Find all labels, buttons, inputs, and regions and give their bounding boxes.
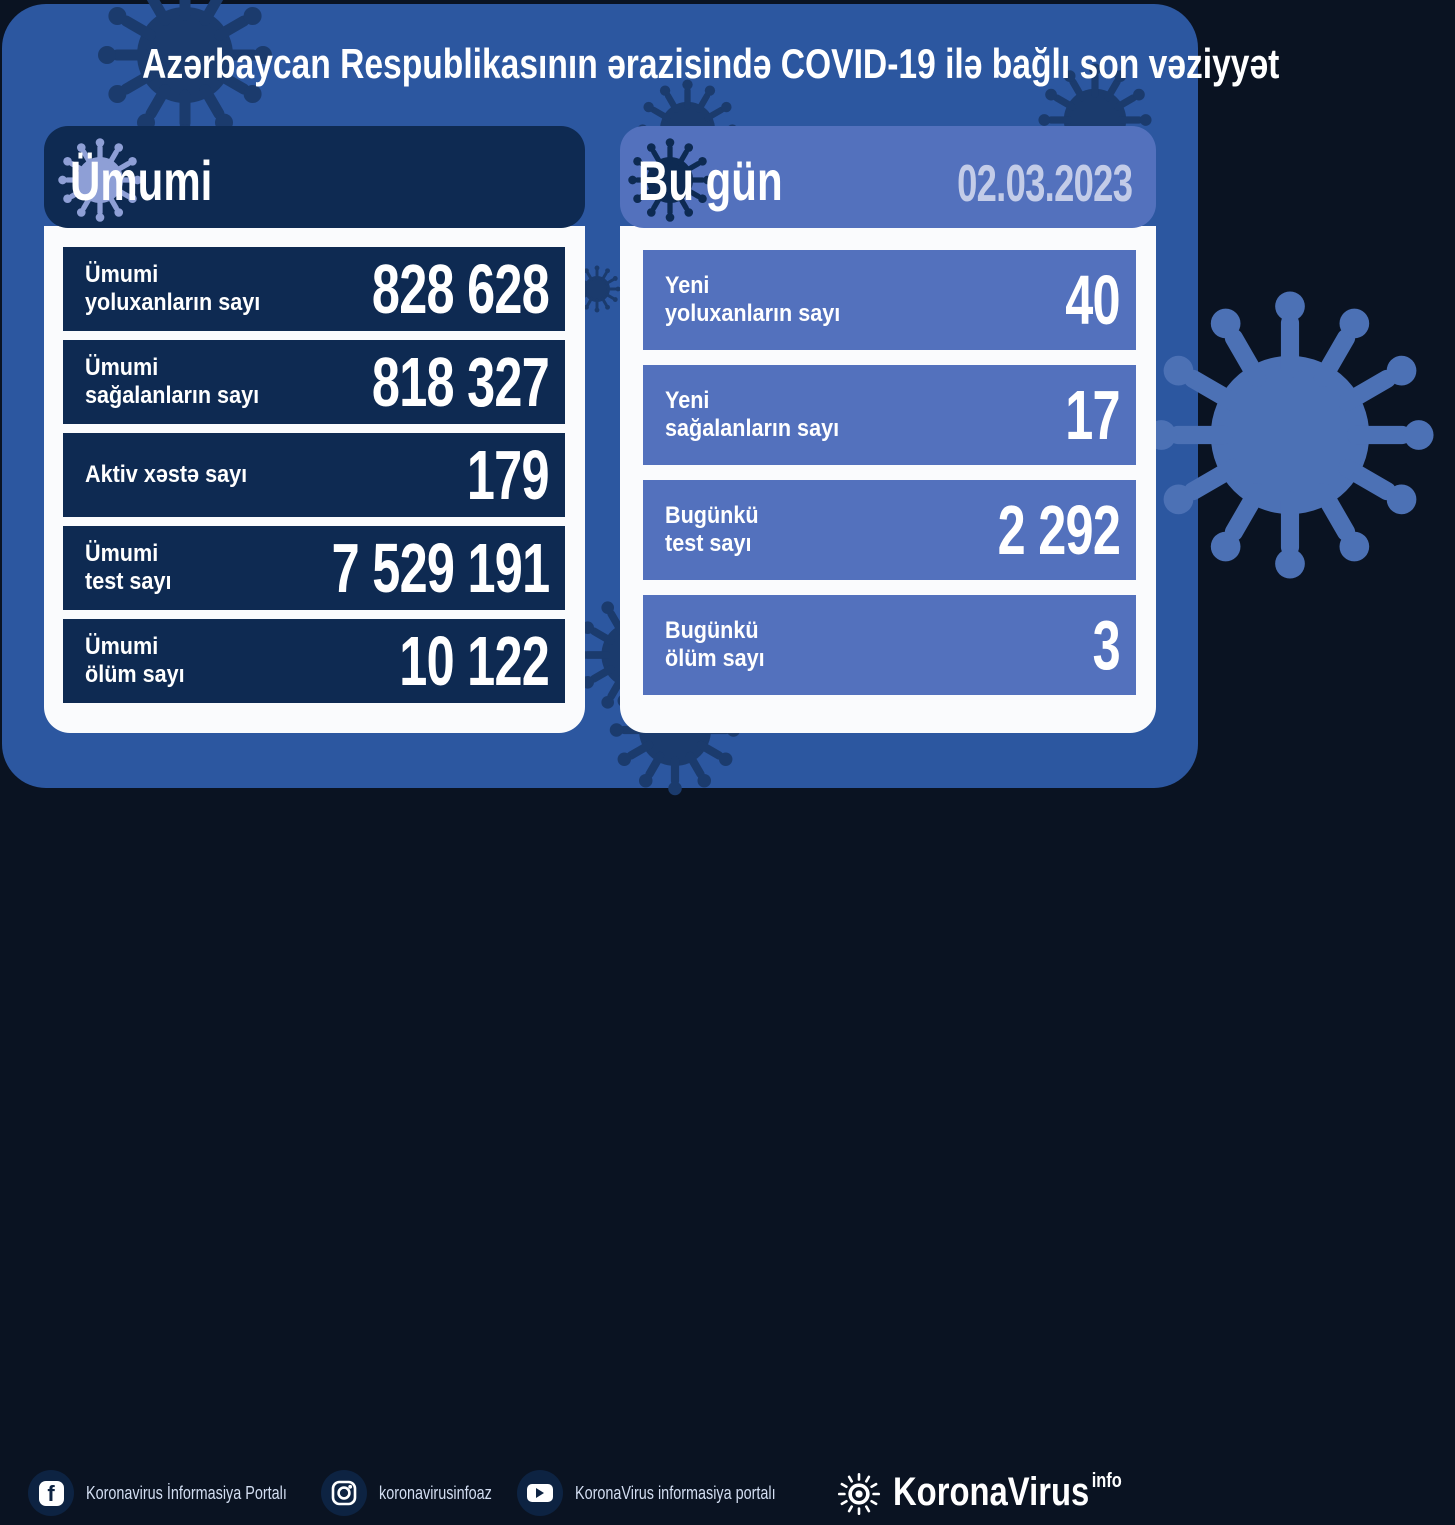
stat-label: Bugünkü test sayı [665,502,759,557]
stat-row-today-deaths [643,595,1136,695]
logo-text: KoronaVirus $^{info}$ [893,1470,1122,1514]
koronavirus-logo-icon [833,1468,885,1520]
stat-label: Yeni sağalanların sayı [665,387,840,442]
report-date: 02.03.2023 [956,155,1132,213]
virus-decoration [1125,270,1455,600]
instagram-icon [321,1470,367,1516]
stat-row-total-tests [63,526,565,610]
total-section-header [44,126,585,228]
stat-label: Yeni yoluxanların sayı [665,272,841,327]
stat-label: Bugünkü ölüm sayı [665,617,765,672]
stat-row-total-recovered [63,340,565,424]
stat-value: 10 122 [399,622,549,700]
total-section-title: Ümumi [70,149,213,212]
stat-label: Aktiv xəstə sayı [85,461,248,489]
today-section-header [620,126,1156,228]
facebook-label: Koronavirus İnformasiya Portalı [86,1483,287,1503]
stat-value: 828 628 [371,250,549,328]
instagram-label: koronavirusinfoaz [379,1483,492,1503]
stat-row-new-infections [643,250,1136,350]
logo-suffix: info [1091,1470,1122,1492]
stat-row-total-deaths [63,619,565,703]
youtube-icon [517,1470,563,1516]
stat-row-total-infections [63,247,565,331]
stat-label: Ümumi ölüm sayı [85,633,185,688]
stat-value: 179 [467,436,549,514]
stat-value: 17 [1065,376,1120,454]
total-section-body [44,226,585,733]
stat-label: Ümumi yoluxanların sayı [85,261,261,316]
stat-row-active-cases [63,433,565,517]
stat-label: Ümumi test sayı [85,540,172,595]
page-title: Azərbaycan Respublikasının ərazisində COVID-19 ilə bağlı son vəziyyət [142,40,1280,87]
today-section-body [620,226,1156,733]
stat-value: 40 [1065,261,1120,339]
stat-value: 3 [1092,606,1120,684]
youtube-label: KoronaVirus informasiya portalı [575,1483,776,1503]
stat-row-today-tests [643,480,1136,580]
stat-value: 2 292 [997,491,1120,569]
stat-row-new-recovered [643,365,1136,465]
stat-label: Ümumi sağalanların sayı [85,354,260,409]
stat-value: 7 529 191 [331,529,549,607]
facebook-icon: f [28,1470,74,1516]
today-section-title: Bu gün [638,149,783,212]
stat-value: 818 327 [371,343,549,421]
footer [0,730,1200,1514]
